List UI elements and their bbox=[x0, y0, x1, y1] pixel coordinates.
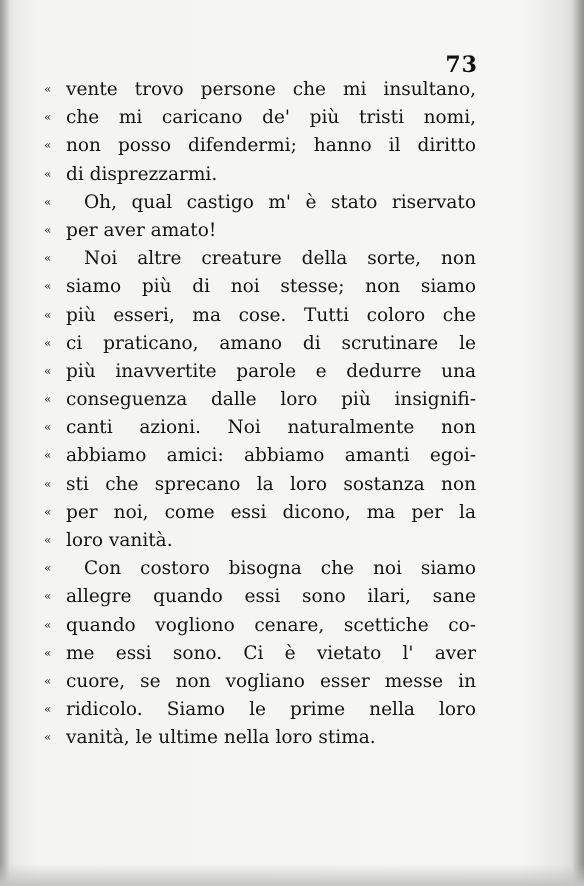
line-text: per noi, come essi dicono, ma per la bbox=[66, 501, 476, 523]
quote-mark: « bbox=[44, 533, 52, 547]
quote-mark: « bbox=[44, 702, 52, 717]
quote-mark: « bbox=[44, 138, 52, 153]
text-line bbox=[44, 583, 482, 611]
quote-mark: « bbox=[44, 110, 52, 125]
line-text: cuore, se non vogliano esser messe in bbox=[66, 670, 476, 692]
quote-mark: « bbox=[44, 392, 52, 407]
body-text bbox=[44, 76, 482, 753]
text-line bbox=[44, 696, 482, 724]
text-line bbox=[44, 724, 482, 752]
quote-mark: « bbox=[44, 222, 52, 237]
quote-mark: « bbox=[44, 504, 52, 519]
quote-mark: « bbox=[44, 335, 52, 350]
quote-mark: « bbox=[44, 166, 52, 181]
line-text: per aver amato! bbox=[66, 219, 217, 241]
text-line bbox=[44, 330, 482, 358]
line-text: me essi sono. Ci è vietato l' aver bbox=[66, 642, 476, 664]
text-line bbox=[44, 245, 482, 273]
quote-mark: « bbox=[44, 673, 52, 688]
line-text: quando vogliono cenare, scettiche co- bbox=[66, 614, 476, 636]
text-line bbox=[44, 132, 482, 160]
text-line bbox=[44, 302, 482, 330]
quote-mark: « bbox=[44, 645, 52, 660]
line-text: vanità, le ultime nella loro stima. bbox=[66, 727, 376, 749]
text-line bbox=[44, 358, 482, 386]
text-line bbox=[44, 499, 482, 527]
line-text: di disprezzarmi. bbox=[66, 163, 218, 185]
line-text: vente trovo persone che mi insultano, bbox=[66, 79, 476, 100]
line-text: siamo più di noi stesse; non siamo bbox=[66, 276, 476, 298]
line-text: allegre quando essi sono ilari, sane bbox=[66, 586, 476, 608]
line-text: che mi caricano de' più tristi nomi, bbox=[66, 107, 476, 129]
line-text: canti azioni. Noi naturalmente non bbox=[66, 417, 476, 439]
text-line bbox=[44, 104, 482, 132]
line-text: Con costoro bisogna che noi siamo bbox=[84, 558, 476, 580]
quote-mark: « bbox=[44, 730, 52, 745]
text-line bbox=[44, 668, 482, 696]
text-line bbox=[44, 555, 482, 583]
quote-mark: « bbox=[44, 279, 52, 294]
text-line bbox=[44, 189, 482, 217]
line-text: Noi altre creature della sorte, non bbox=[84, 248, 476, 270]
quote-mark: « bbox=[44, 617, 52, 632]
line-text: conseguenza dalle loro più insignifi- bbox=[66, 389, 476, 411]
text-line bbox=[44, 640, 482, 668]
text-line bbox=[44, 414, 482, 442]
quote-mark: « bbox=[44, 363, 52, 378]
line-text: ci praticano, amano di scrutinare le bbox=[66, 332, 476, 354]
line-text: abbiamo amici: abbiamo amanti egoi- bbox=[66, 445, 476, 467]
text-line bbox=[44, 217, 482, 245]
text-line bbox=[44, 442, 482, 470]
line-text: più esseri, ma cose. Tutti coloro che bbox=[66, 304, 476, 326]
page-bottom-edge bbox=[0, 864, 584, 886]
quote-mark: « bbox=[44, 194, 52, 209]
line-text: ridicolo. Siamo le prime nella loro bbox=[66, 699, 476, 721]
line-text: più inavvertite parole e dedurre una bbox=[66, 360, 476, 382]
quote-mark: « bbox=[44, 561, 52, 576]
text-line bbox=[44, 471, 482, 499]
line-text: sti che sprecano la loro sostanza non bbox=[66, 473, 476, 495]
quote-mark: « bbox=[44, 307, 52, 322]
line-text: non posso difendermi; hanno il diritto bbox=[66, 135, 476, 157]
quote-mark: « bbox=[44, 251, 52, 266]
quote-mark: « bbox=[44, 420, 52, 435]
text-line bbox=[44, 273, 482, 301]
quote-mark: « bbox=[44, 589, 52, 604]
quote-mark: « bbox=[44, 448, 52, 463]
line-text: Oh, qual castigo m' è stato riservato bbox=[84, 191, 476, 213]
text-line bbox=[44, 386, 482, 414]
quote-mark: « bbox=[44, 476, 52, 491]
text-line bbox=[44, 612, 482, 640]
text-line bbox=[44, 76, 482, 104]
text-line bbox=[44, 527, 482, 555]
page-gutter-shadow bbox=[0, 0, 10, 886]
text-line bbox=[44, 161, 482, 189]
quote-mark: « bbox=[44, 82, 52, 96]
page-number: 73 bbox=[445, 52, 478, 78]
line-text: loro vanità. bbox=[66, 530, 173, 551]
page-right-edge bbox=[572, 0, 584, 886]
